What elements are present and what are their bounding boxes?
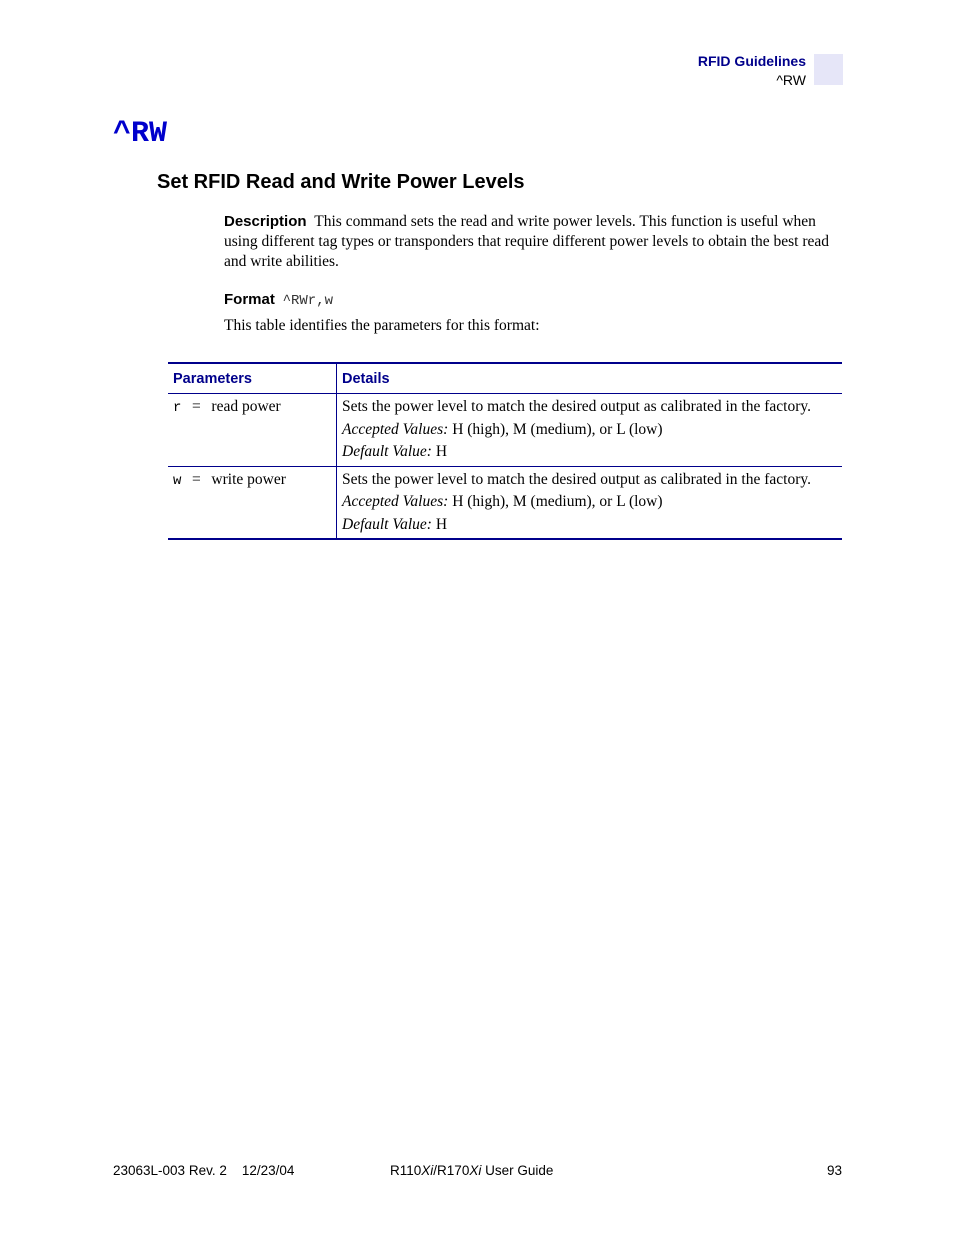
guide-model-1: R110 — [390, 1163, 422, 1178]
default-label: Default Value: — [342, 443, 432, 460]
param-equals: = — [192, 398, 201, 415]
description-paragraph — [224, 212, 844, 272]
format-label: Format — [224, 291, 275, 308]
footer-doc-id: 23063L-003 Rev. 2 12/23/04 — [113, 1163, 295, 1178]
default-label: Default Value: — [342, 515, 432, 533]
param-cell — [168, 466, 337, 539]
table-intro: This table identifies the parameters for this format: — [224, 317, 540, 334]
table-header-row — [168, 363, 842, 394]
default-value — [342, 514, 837, 537]
table-row — [168, 466, 842, 539]
param-name: write power — [211, 470, 286, 488]
guide-suffix-2: Xi — [469, 1163, 482, 1178]
accepted-label: Accepted Values: — [342, 493, 449, 510]
format-code: ^RWr,w — [282, 293, 334, 309]
detail-text: Sets the power level to match the desired output as calibrated in the factory. — [342, 398, 812, 415]
param-name: read power — [211, 398, 281, 415]
guide-suffix-1: Xi — [421, 1163, 434, 1178]
header-section-title: RFID Guidelines — [697, 53, 806, 69]
header-parameters: Parameters — [168, 363, 337, 394]
param-cell — [168, 394, 337, 467]
footer-page-number: 93 — [826, 1163, 842, 1178]
header-details: Details — [337, 363, 843, 394]
description-label: Description — [224, 213, 307, 230]
accepted-values — [342, 419, 837, 442]
command-subtitle: Set RFID Read and Write Power Levels — [157, 171, 525, 193]
running-header — [698, 52, 806, 90]
accepted-label: Accepted Values: — [342, 420, 449, 438]
guide-label: User Guide — [481, 1163, 554, 1178]
default-value — [342, 441, 837, 464]
detail-text: Sets the power level to match the desired output as calibrated in the factory. — [342, 470, 812, 488]
param-code: r — [173, 400, 182, 416]
description-text: This command sets the read and write power levels. This function is useful when using different tag types or transponders that require different power levels to obtain the best read and write abilities. — [224, 213, 830, 270]
accepted-value: H (high), M (medium), or L (low) — [452, 420, 663, 438]
thumb-tab-marker — [814, 54, 843, 85]
parameters-table — [168, 362, 842, 540]
param-equals: = — [192, 470, 201, 488]
default-text: H — [435, 515, 448, 533]
details-cell — [337, 466, 843, 539]
format-line — [224, 290, 333, 311]
command-title: ^RW — [113, 117, 168, 151]
param-code: w — [173, 472, 182, 489]
table-row — [168, 394, 842, 467]
details-cell — [337, 394, 843, 467]
footer-guide-title — [390, 1162, 553, 1179]
accepted-values — [342, 491, 837, 514]
header-command: ^RW — [776, 72, 806, 88]
guide-model-2: /R170 — [433, 1163, 470, 1178]
default-text: H — [435, 443, 448, 460]
accepted-value: H (high), M (medium), or L (low) — [452, 493, 663, 510]
